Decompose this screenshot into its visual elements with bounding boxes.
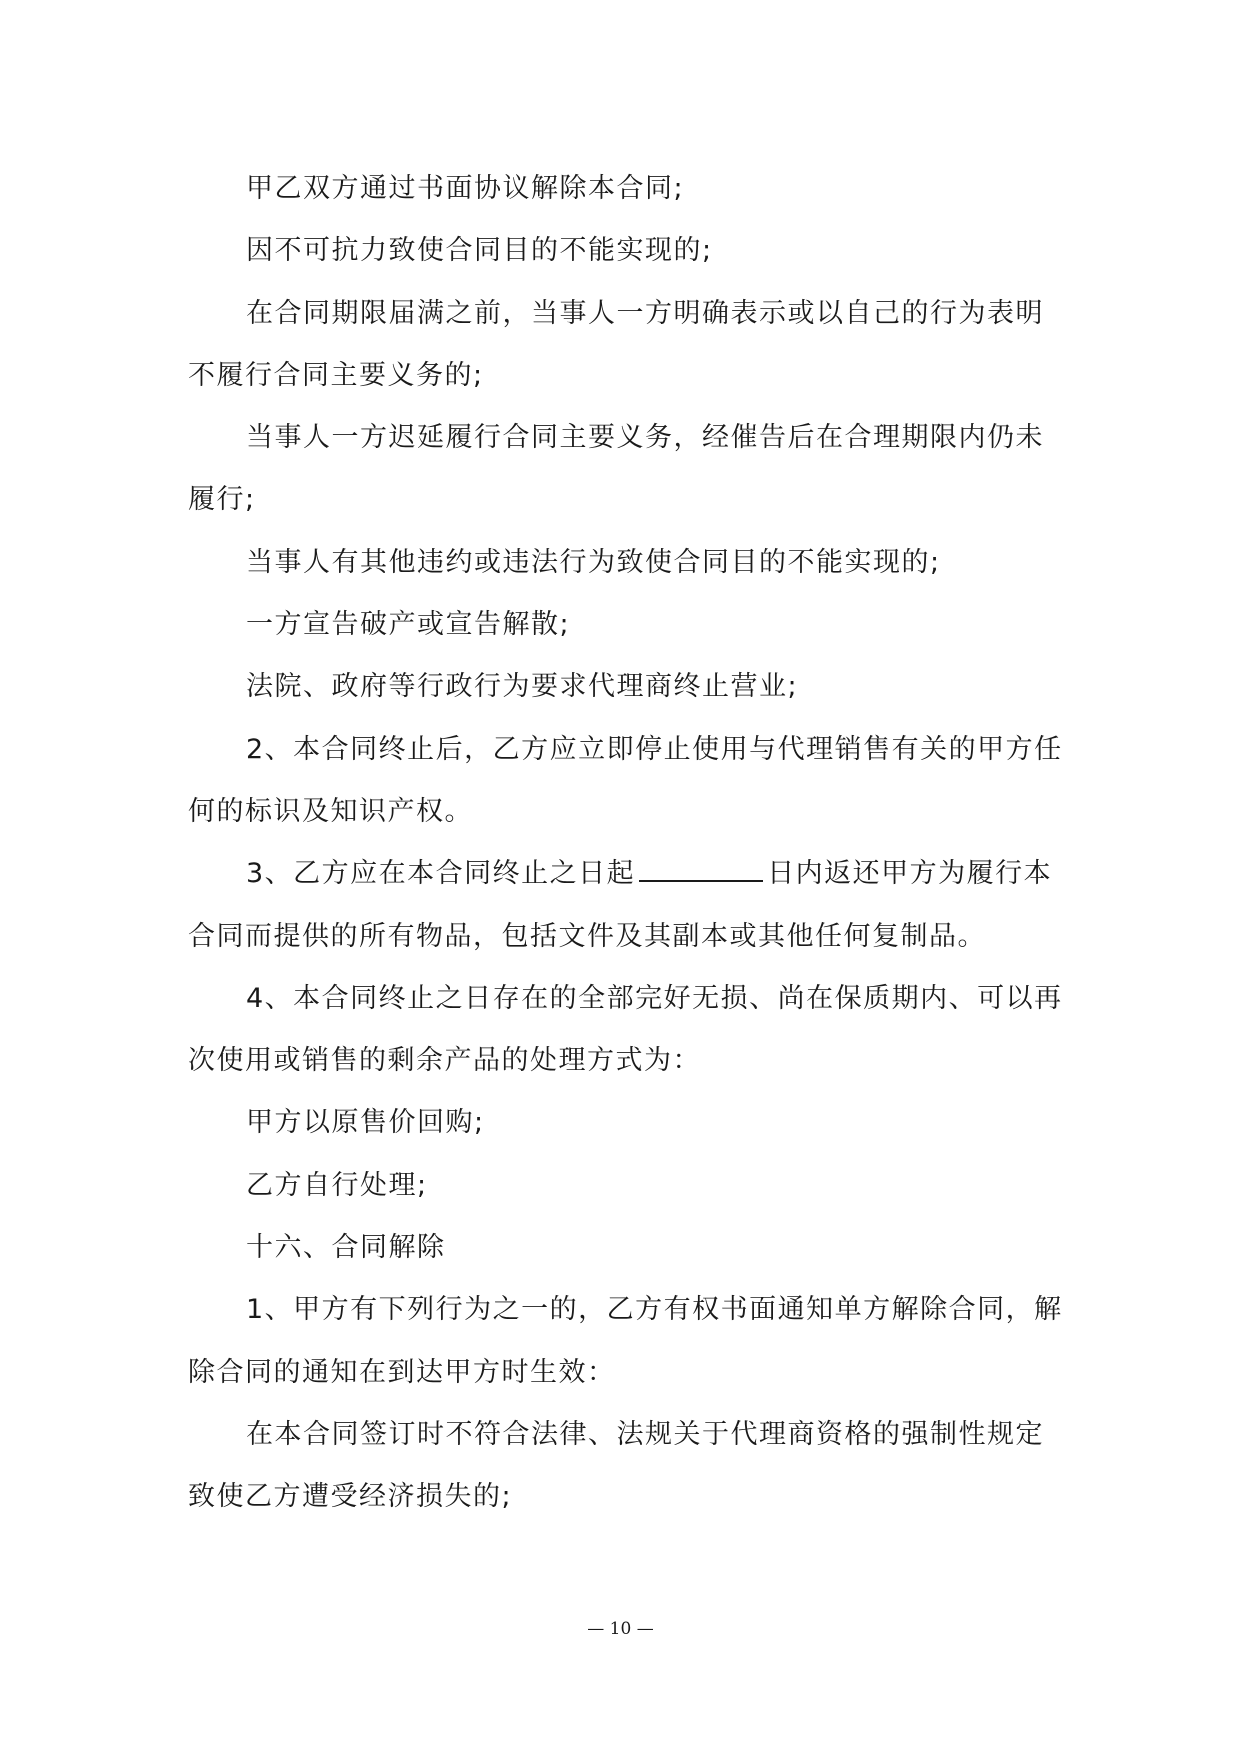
paragraph: 4、本合同终止之日存在的全部完好无损、尚在保质期内、可以再次使用或销售的剩余产品的处理方式为： [188,982,1063,1077]
paragraph: 甲乙双方通过书面协议解除本合同; [246,173,685,204]
paragraph-text-after-blank: 日内返还甲方为履行本合同而提供的所有物品，包括文件及其副本或其他任何复制品。 [188,858,1053,952]
paragraph: 在合同期限届满之前，当事人一方明确表示或以自己的行为表明不履行合同主要义务的; [188,297,1044,391]
page-number: — 10 — [587,1619,654,1639]
paragraph: 甲方以原售价回购; [246,1107,485,1139]
document-body [188,158,1068,1529]
paragraph: 当事人有其他违约或违法行为致使合同目的不能实现的; [246,546,941,578]
paragraph-text-before-blank: 3、乙方应在本合同终止之日起 [246,858,636,890]
paragraph: 因不可抗力致使合同目的不能实现的; [246,235,713,267]
paragraph: 在本合同签订时不符合法律、法规关于代理商资格的强制性规定致使乙方遭受经济损失的; [188,1418,1044,1513]
paragraph: 当事人一方迟延履行合同主要义务，经催告后在合理期限内仍未履行; [188,422,1044,516]
fill-in-blank [639,879,763,882]
paragraph: 一方宣告破产或宣告解散; [246,609,571,641]
paragraph: 乙方自行处理; [246,1169,428,1201]
paragraph: 1、甲方有下列行为之一的，乙方有权书面通知单方解除合同，解除合同的通知在到达甲方时生效： [188,1294,1063,1388]
paragraph-with-blank [188,843,1068,968]
section-heading: 十六、合同解除 [246,1232,446,1264]
paragraph: 法院、政府等行政行为要求代理商终止营业; [246,671,799,703]
paragraph: 2、本合同终止后，乙方应立即停止使用与代理销售有关的甲方任何的标识及知识产权。 [188,733,1063,827]
